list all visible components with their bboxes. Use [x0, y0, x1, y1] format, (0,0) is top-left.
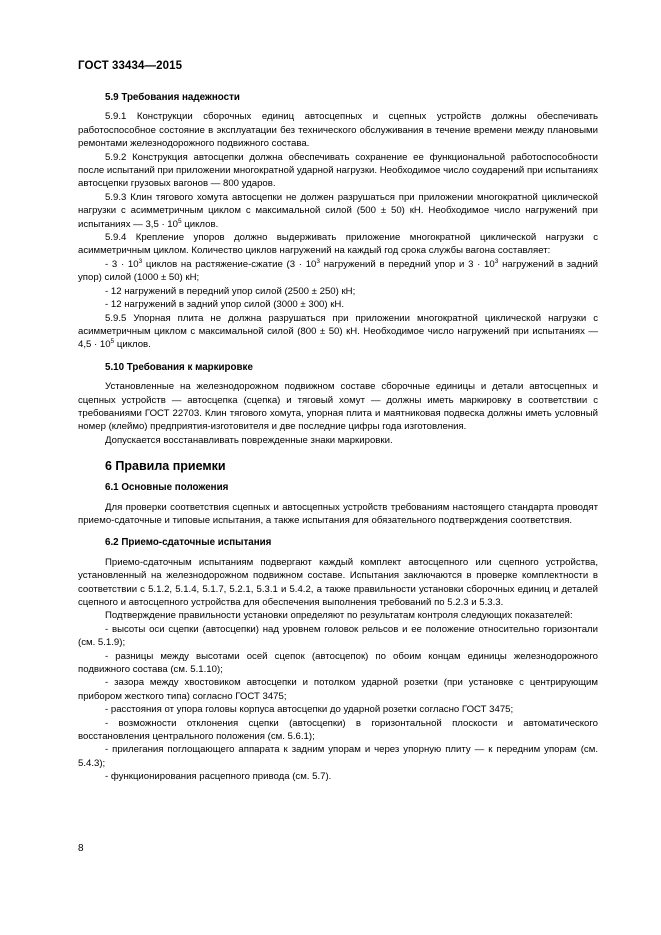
list-item: - высоты оси сцепки (автосцепки) над уровнем головок рельсов и ее положение относительно горизонтали (см. 5.1.9);	[78, 623, 598, 649]
section-5-10-heading: 5.10 Требования к маркировке	[105, 361, 253, 373]
paragraph-5-9-4: 5.9.4 Крепление упоров должно выдерживать приложение многократной циклической нагрузки с асимметричным циклом. Количество циклов нагружений на каждый год срока службы вагона составляет:	[78, 232, 598, 257]
section-5-9-heading: 5.9 Требования надежности	[105, 92, 240, 103]
list-item: - разницы между высотами осей сцепок (автосцепок) по обоим концам единицы железнодорожного подвижного состава (см. 5.1.10);	[78, 650, 598, 676]
page-number: 8	[78, 843, 84, 854]
paragraph-5-9-3-text: 5.9.3 Клин тягового хомута автосцепки не должен разрушаться при приложении многократной циклической нагрузки с асимметричным циклом с максимальной силой (500 ± 50) кН. Необходимое число нагружений при испытаниях — 3,5 · 10	[78, 191, 598, 230]
section-6-1-heading: 6.1 Основные положения	[105, 482, 229, 494]
list-item-rear-stop: - 12 нагружений в задний упор силой (3000 ± 300) кН.	[105, 299, 345, 311]
paragraph-5-9-5-text: 5.9.5 Упорная плита не должна разрушаться при приложении многократной циклической нагрузки с асимметричным циклом с максимальной силой (800 ± 50) кН. Необходимое число нагружений при испытаниях — 4,5 · 10	[78, 312, 598, 351]
list-item: - прилегания поглощающего аппарата к задним упорам и через упорную плиту — к передним упорам (см. 5.4.3);	[78, 744, 598, 769]
paragraph-5-9-5-end: циклов.	[114, 339, 151, 351]
list-item-text: - 3 · 10	[105, 258, 139, 270]
list-item: - зазора между хвостовиком автосцепки и потолком ударной розетки (при установке с центрирующим прибором жесткого типа) согласно ГОСТ 3475;	[78, 677, 598, 702]
list-item: - расстояния от упора головы корпуса автосцепки до ударной розетки согласно ГОСТ 3475;	[105, 704, 514, 716]
list-item-text: нагружений в передний упор и 3 · 10	[320, 258, 495, 270]
paragraph-5-10-1: Установленные на железнодорожном подвижном составе сборочные единицы и детали автосцепных и сцепных устройств — автосцепка (сцепка) и тяговый хомут — должны иметь маркировку в соответствии с требованиями ГОСТ 22703. Клин тягового хомута, упорная плита и маятниковая подвеска должны иметь условный номер (клеймо) предприятия-изготовителя и две последние цифры года изготовления.	[78, 381, 598, 433]
paragraph-5-9-5	[78, 312, 598, 352]
paragraph-5-9-1: 5.9.1 Конструкции сборочных единиц автосцепных и сцепных устройств должны обеспечивать работоспособное состояние в эксплуатации без технического обслуживания в течение времени между плановыми ремонтами железнодорожного подвижного состава.	[78, 111, 598, 150]
exponent: 3	[316, 257, 320, 265]
list-item-front-stop: - 12 нагружений в передний упор силой (2500 ± 250) кН;	[105, 285, 356, 297]
paragraph-5-9-2: 5.9.2 Конструкция автосцепки должна обеспечивать сохранение ее функциональной работоспособности после испытаний при приложении многократной ударной нагрузки. Необходимое число соударений при испытаниях автосцепки грузовых вагонов — 800 ударов.	[78, 151, 599, 190]
list-item-text: циклов на растяжение-сжатие (3 · 10	[142, 258, 317, 270]
exponent: 5	[177, 217, 182, 225]
paragraph-6-2-2: Подтверждение правильности установки определяют по результатам контроля следующих показателей:	[105, 610, 573, 622]
paragraph-6-1: Для проверки соответствия сцепных и автосцепных устройств требованиям настоящего стандарта проводят приемо-сдаточные и типовые испытания, а также испытания для обязательного подтверждения соответствия.	[78, 501, 598, 526]
section-6-2-heading: 6.2 Приемо-сдаточные испытания	[105, 537, 272, 549]
paragraph-6-2-1: Приемо-сдаточным испытаниям подвергают каждый комплект автосцепного или сцепного устройства, установленный на железнодорожном подвижном составе. Испытания заключаются в проверке комплектности в соответствии с 5.1.2, 5.1.4, 5.1.7, 5.2.1, 5.3.1 и 5.4.2, а также правильности установки сборочных единиц и деталей сцепного и автосцепного устройства для обеспечения выполнения требований по 5.2.3 и 5.3.3.	[78, 556, 598, 608]
exponent: 5	[110, 338, 115, 346]
document-code: ГОСТ 33434—2015	[78, 60, 183, 72]
paragraph-5-9-3-end: циклов.	[181, 218, 219, 230]
paragraph-5-10-2: Допускается восстанавливать поврежденные знаки маркировки.	[105, 434, 393, 446]
page-content	[78, 91, 598, 784]
list-item: - функционирования расцепного привода (см. 5.7).	[105, 771, 332, 783]
exponent: 3	[494, 257, 499, 265]
exponent: 3	[138, 257, 143, 265]
paragraph-5-9-3	[78, 191, 598, 231]
list-item-cycles	[78, 258, 598, 285]
list-item-text: нагружений в задний упор) силой (1000 ± 50) кН;	[78, 258, 598, 284]
list-item: - возможности отклонения сцепки (автосцепки) в горизонтальной плоскости и автоматического восстановления центрального положения (см. 5.6.1);	[78, 717, 598, 743]
section-6-heading: 6 Правила приемки	[105, 459, 226, 474]
